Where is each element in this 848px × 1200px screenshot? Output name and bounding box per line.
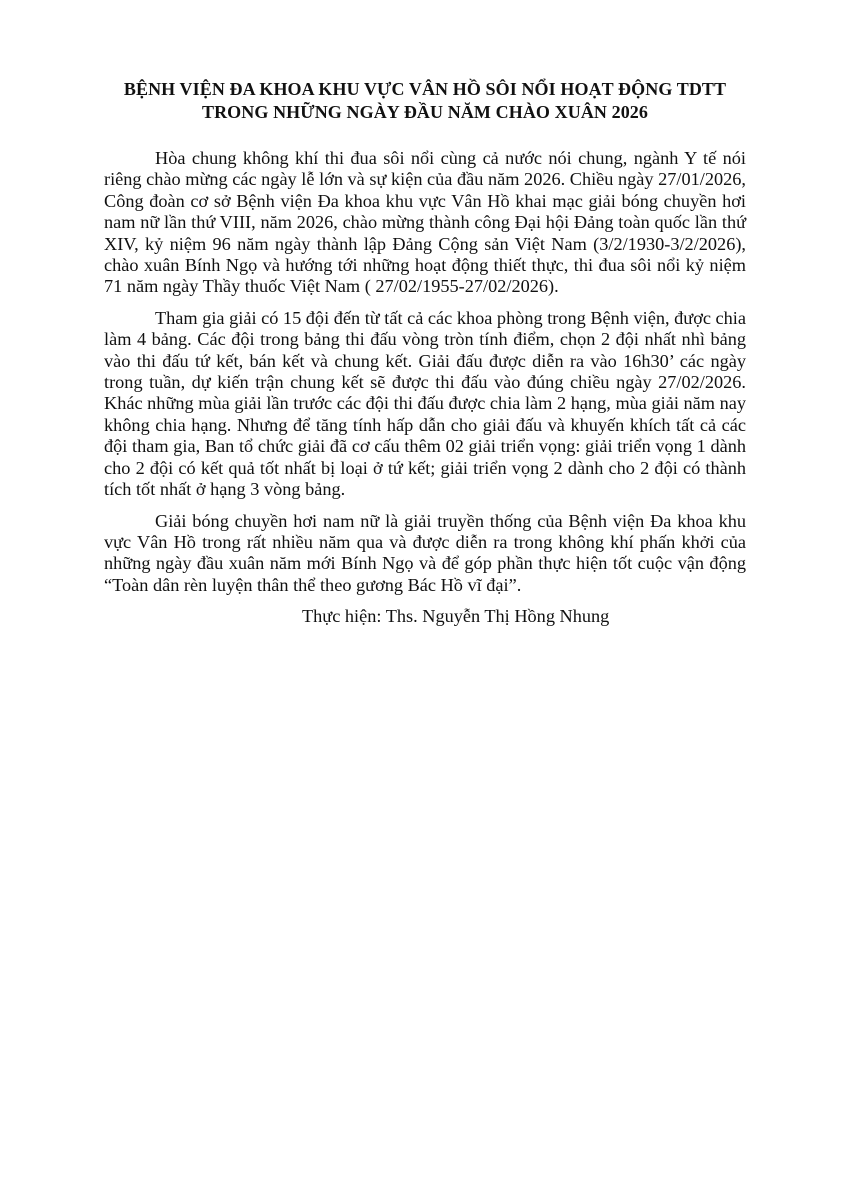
paragraph-3: Giải bóng chuyền hơi nam nữ là giải truyền thống của Bệnh viện Đa khoa khu vực Vân Hồ trong rất nhiều năm qua và được diễn ra trong không khí phấn khởi của những ngày đầu xuân năm mới Bính Ngọ và để góp phần thực hiện tốt cuộc vận động “Toàn dân rèn luyện thân thể theo gương Bác Hồ vĩ đại”. <box>104 510 746 595</box>
author-signature: Thực hiện: Ths. Nguyễn Thị Hồng Nhung <box>302 606 610 627</box>
title-line-2: TRONG NHỮNG NGÀY ĐẦU NĂM CHÀO XUÂN 2026 <box>201 102 649 122</box>
title-line-1: BỆNH VIỆN ĐA KHOA KHU VỰC VÂN HỒ SÔI NỔI HOẠT ĐỘNG TDTT <box>123 79 727 99</box>
article-title <box>104 78 746 124</box>
paragraph-1: Hòa chung không khí thi đua sôi nổi cùng cả nước nói chung, ngành Y tế nói riêng chào mừng các ngày lễ lớn và sự kiện của đầu năm 2026. Chiều ngày 27/01/2026, Công đoàn cơ sở Bệnh viện Đa khoa khu vực Vân Hồ khai mạc giải bóng chuyền hơi nam nữ lần thứ VIII, năm 2026, chào mừng thành công Đại hội Đảng toàn quốc lần thứ XIV, kỷ niệm 96 năm ngày thành lập Đảng Cộng sản Việt Nam (3/2/1930-3/2/2026), chào xuân Bính Ngọ và hướng tới những hoạt động thiết thực, thi đua sôi nổi kỷ niệm 71 năm ngày Thầy thuốc Việt Nam ( 27/02/1955-27/02/2026). <box>104 148 746 297</box>
paragraph-2: Tham gia giải có 15 đội đến từ tất cả các khoa phòng trong Bệnh viện, được chia làm 4 bảng. Các đội trong bảng thi đấu vòng tròn tính điểm, chọn 2 đội nhất nhì bảng vào thi đấu tứ kết, bán kết và chung kết. Giải đấu được diễn ra vào 16h30’ các ngày trong tuần, dự kiến trận chung kết sẽ được thi đấu vào đúng chiều ngày 27/02/2026. Khác những mùa giải lần trước các đội thi đấu được chia làm 2 hạng, mùa giải năm nay không chia hạng. Nhưng để tăng tính hấp dẫn cho giải đấu và khuyến khích tất cả các đội tham gia, Ban tổ chức giải đã cơ cấu thêm 02 giải triển vọng: giải triển vọng 1 dành cho 2 đội có kết quả tốt nhất bị loại ở tứ kết; giải triển vọng 2 dành cho 2 đội có thành tích tốt nhất ở hạng 3 vòng bảng. <box>104 307 746 500</box>
